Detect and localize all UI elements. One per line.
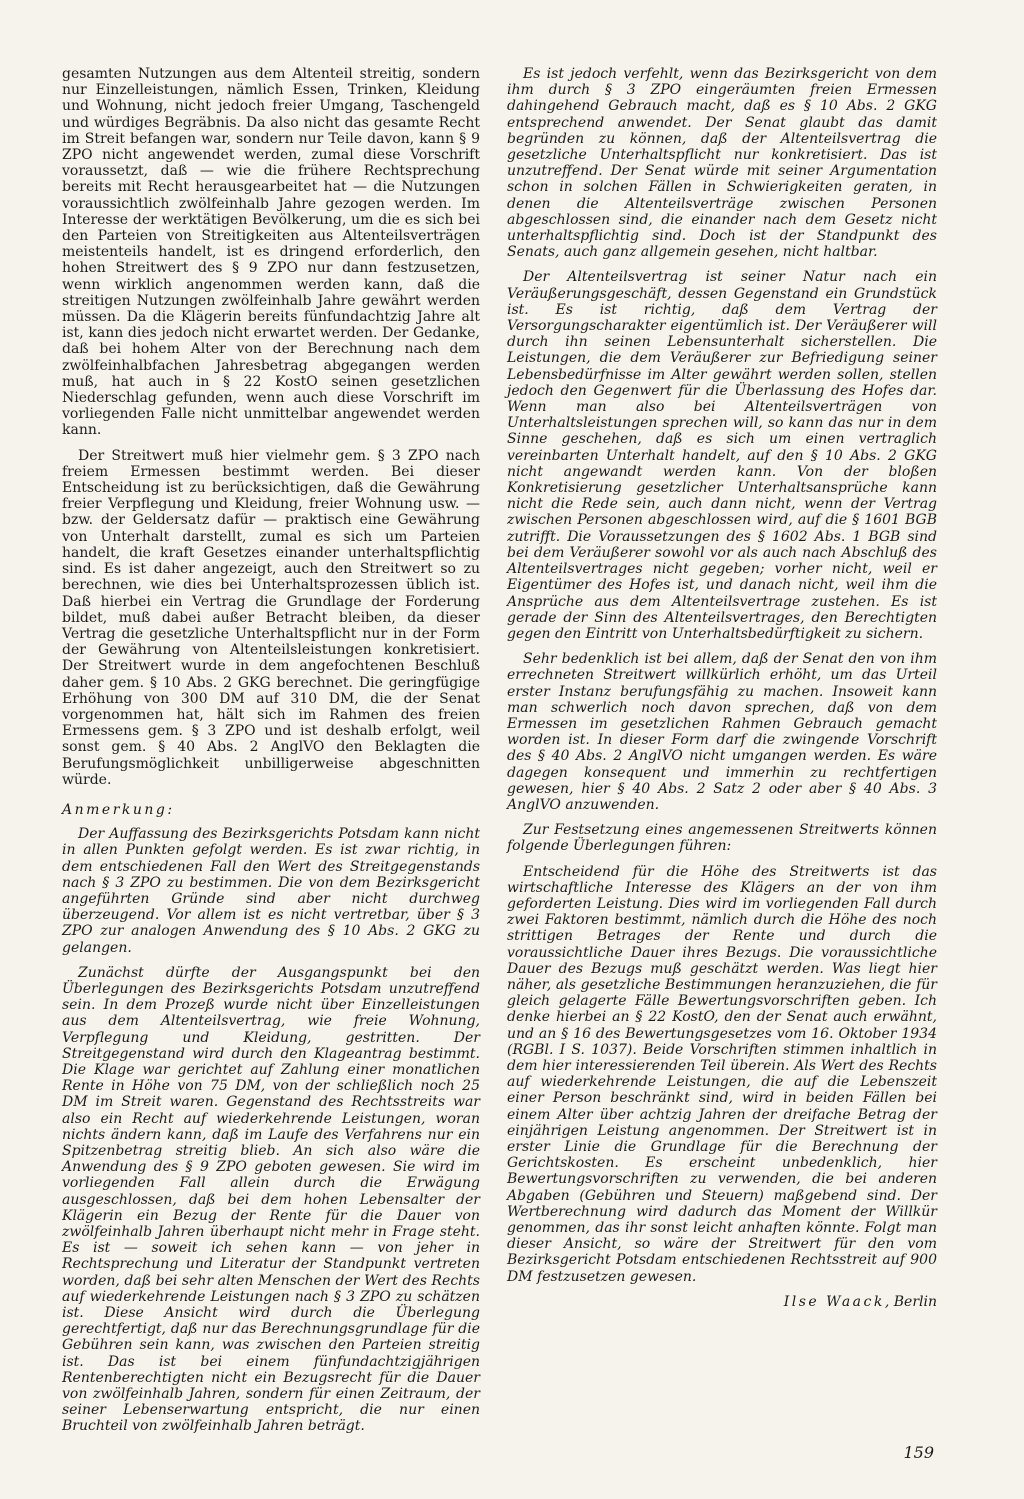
paragraph: Es ist jedoch verfehlt, wenn das Bezirksgericht von dem ihm durch § 3 ZPO eingeräumten freien Ermessen dahingehend Gebrauch macht, daß es § 10 Abs. 2 GKG entsprechend anwendet. Der Senat glaubt das damit begründen zu können, daß der Altenteilsvertrag die gesetzliche Unterhaltspflicht nur konkretisiert. Das ist unzutreffend. Der Senat würde mit seiner Argumentation schon in solchen Fällen in Schwierigkeiten geraten, in denen die Altenteilsverträge zwischen Personen abgeschlossen sind, die einander nach dem Gesetz nicht unterhaltspflichtig sind. Doch ist der Standpunkt des Senats, auch ganz allgemein gesehen, nicht haltbar. [507,66,937,261]
annotation-heading: Anmerkung: [62,801,175,818]
left-column [62,66,480,1444]
paragraph: Entscheidend für die Höhe des Streitwerts ist das wirtschaftliche Interesse des Klägers an der von ihm geforderten Leistung. Dies wird im vorliegenden Fall durch zwei Faktoren bestimmt, nämlich durch die Höhe des noch strittigen Betrages der Rente und durch die voraussichtliche Dauer ihres Bezugs. Die voraussichtliche Dauer des Bezugs muß geschätzt werden. Was liegt hier näher, als gesetzliche Bestimmungen heranzuziehen, die für gleich gelagerte Fälle Bewertungsvorschriften geben. Ich denke hierbei an § 22 KostO, den der Senat auch erwähnt, und an § 16 des Bewertungsgesetzes vom 16. Oktober 1934 (RGBl. I S. 1037). Beide Vorschriften stimmen inhaltlich in dem hier interessierenden Teil überein. Als Wert des Rechts auf wiederkehrende Leistungen, die auf die Lebenszeit einer Person beschränkt sind, wird in beiden Fällen bei einem Alter über achtzig Jahren der dreifache Betrag der einjährigen Leistung angenommen. Der Streitwert ist in erster Linie die Grundlage für die Berechnung der Gerichtskosten. Es erscheint unbedenklich, hier Bewertungsvorschriften zu verwenden, die bei anderen Abgaben (Gebühren und Steuern) maßgebend sind. Der Wertberechnung wird dadurch das Moment der Willkür genommen, das ihr sonst leicht anhaften könnte. Folgt man dieser Ansicht, so wäre der Streitwert für den vom Bezirksgericht Potsdam entschiedenen Rechtsstreit auf 900 DM festzusetzen gewesen. [507,863,937,1285]
paragraph: Der Streitwert muß hier vielmehr gem. § 3 ZPO nach freiem Ermessen bestimmt werden. Bei dieser Entscheidung ist zu berücksichtigen, daß die Gewährung freier Verpflegung und Kleidung, freier Wohnung usw. — bzw. der Geldersatz dafür — praktisch eine Gewährung von Unterhalt darstellt, zumal es sich um Parteien handelt, die kraft Gesetzes einander unterhaltspflichtig sind. Es ist daher angezeigt, auch den Streitwert so zu berechnen, wie dies bei Unterhaltsprozessen üblich ist. Daß hierbei ein Vertrag die Grundlage der Forderung bildet, muß dabei außer Betracht bleiben, da dieser Vertrag die gesetzliche Unterhaltspflicht nur in der Form der Gewährung von Altenteilsleistungen konkretisiert. Der Streitwert wurde in dem angefochtenen Beschluß daher gem. § 10 Abs. 2 GKG berechnet. Die geringfügige Erhöhung von 300 DM auf 310 DM, die der Senat vorgenommen hat, hält sich im Rahmen des freien Ermessens gem. § 3 ZPO und ist deshalb erfolgt, weil sonst gem. § 40 Abs. 2 AnglVO den Beklagten die Berufungsmöglichkeit unbilligerweise abgeschnitten würde. [62,447,480,788]
paragraph: Zunächst dürfte der Ausgangspunkt bei den Überlegungen des Bezirksgerichts Potsdam unzutreffend sein. In dem Prozeß wurde nicht über Einzelleistungen aus dem Altenteilsvertrag, wie freie Wohnung, Verpflegung und Kleidung, gestritten. Der Streitgegenstand wird durch den Klageantrag bestimmt. Die Klage war gerichtet auf Zahlung einer monatlichen Rente in Höhe von 75 DM, von der schließlich noch 25 DM im Streit waren. Gegenstand des Rechtsstreits war also ein Recht auf wiederkehrende Leistungen, woran nichts ändern kann, daß im Laufe des Verfahrens nur ein Spitzenbetrag streitig blieb. An sich also wäre die Anwendung des § 9 ZPO geboten gewesen. Sie wird im vorliegenden Fall allein durch die Erwägung ausgeschlossen, daß bei dem hohen Lebensalter der Klägerin ein Bezug der Rente für die Dauer von zwölfeinhalb Jahren überhaupt nicht mehr in Frage steht. Es ist — soweit ich sehen kann — von jeher in Rechtsprechung und Literatur der Standpunkt vertreten worden, daß bei sehr alten Menschen der Wert des Rechts auf wiederkehrende Leistungen nach § 3 ZPO zu schätzen ist. Diese Ansicht wird durch die Überlegung gerechtfertigt, daß nur das Berechnungsgrundlage für die Gebühren sein kann, was zwischen den Parteien streitig ist. Das ist bei einem fünfundachtzigjährigen Rentenberechtigten nicht ein Bezugsrecht für die Dauer von zwölfeinhalb Jahren, sondern für einen Zeitraum, der seiner Lebenserwartung entspricht, die nur einen Bruchteil von zwölfeinhalb Jahren beträgt. [62,964,480,1435]
signature [507,1294,937,1310]
signature-name: Ilse Waack [783,1293,885,1310]
paragraph: Der Altenteilsvertrag ist seiner Natur nach ein Veräußerungsgeschäft, dessen Gegenstand ein Grundstück ist. Es ist richtig, daß dem Vertrag der Versorgungscharakter eigentümlich ist. Der Veräußerer will durch ihn seinen Lebensunterhalt sicherstellen. Die Leistungen, die dem Veräußerer zur Befriedigung seiner Lebensbedürfnisse im Alter gewährt werden sollen, stellen jedoch den Gegenwert für die Überlassung des Hofes dar. Wenn man also bei Altenteilsverträgen von Unterhaltsleistungen sprechen will, so kann das nur in dem Sinne geschehen, daß es sich um einen vertraglich vereinbarten Unterhalt handelt, auf den § 10 Abs. 2 GKG nicht angewandt werden kann. Von der bloßen Konkretisierung gesetzlicher Unterhaltsansprüche kann nicht die Rede sein, auch dann nicht, wenn der Vertrag zwischen Personen abgeschlossen wird, auf die § 1601 BGB zutrifft. Die Voraussetzungen des § 1602 Abs. 1 BGB sind bei dem Veräußerer sowohl vor als auch nach Abschluß des Altenteilsvertrages nicht gegeben; vorher nicht, weil er Eigentümer des Hofes ist, und danach nicht, weil ihm die Ansprüche aus dem Altenteilsvertrage zustehen. Es ist gerade der Sinn des Altenteilsvertrages, den Berechtigten gegen den Eintritt von Unterhaltsbedürftigkeit zu sichern. [507,269,937,642]
paragraph: Der Auffassung des Bezirksgerichts Potsdam kann nicht in allen Punkten gefolgt werden. Es ist zwar richtig, in dem entschiedenen Fall den Wert des Streitgegenstands nach § 3 ZPO zu bestimmen. Die von dem Bezirksgericht angeführten Gründe sind aber nicht durchweg überzeugend. Vor allem ist es nicht vertretbar, über § 3 ZPO zur analogen Anwendung des § 10 Abs. 2 GKG zu gelangen. [62,826,480,956]
page-number: 159 [903,1443,934,1462]
paragraph: gesamten Nutzungen aus dem Altenteil streitig, sondern nur Einzelleistungen, nämlich Essen, Trinken, Kleidung und Wohnung, nicht jedoch freier Umgang, Taschengeld und würdiges Begräbnis. Da also nicht das gesamte Recht im Streit befangen war, sondern nur Teile davon, kann § 9 ZPO nicht angewendet werden, zumal diese Vorschrift voraussetzt, daß — wie die frühere Rechtsprechung bereits mit Recht herausgearbeitet hat — die Nutzungen voraussichtlich zwölfeinhalb Jahre gezogen werden. Im Interesse der werktätigen Bevölkerung, um die es sich bei den Parteien von Streitigkeiten aus Altenteilsverträgen meistenteils handelt, ist es dringend erforderlich, den hohen Streitwert des § 9 ZPO nur dann festzusetzen, wenn wirklich angenommen werden kann, daß die streitigen Nutzungen zwölfeinhalb Jahre gewährt werden müssen. Da die Klägerin bereits fünfundachtzig Jahre alt ist, kann dies jedoch nicht erwartet werden. Der Gedanke, daß bei hohem Alter von der Berechnung nach dem zwölfeinhalbfachen Jahresbetrag abgegangen werden muß, hat auch in § 22 KostO seinen gesetzlichen Niederschlag gefunden, wenn auch diese Vorschrift im vorliegenden Falle nicht unmittelbar angewendet werden kann. [62,66,480,439]
paragraph: Sehr bedenklich ist bei allem, daß der Senat den von ihm errechneten Streitwert willkürlich erhöht, um das Urteil erster Instanz berufungsfähig zu machen. Insoweit kann man schwerlich noch davon sprechen, daß von dem Ermessen im gesetzlichen Rahmen Gebrauch gemacht worden ist. In dieser Form darf die zwingende Vorschrift des § 40 Abs. 2 AnglVO nicht umgangen werden. Es wäre dagegen konsequent und immerhin zu rechtfertigen gewesen, hier § 40 Abs. 2 Satz 2 oder aber § 40 Abs. 3 AnglVO anzuwenden. [507,651,937,813]
signature-city: , Berlin [884,1293,937,1310]
right-column [507,66,937,1310]
paragraph: Zur Festsetzung eines angemessenen Streitwerts können folgende Überlegungen führen: [507,822,937,855]
